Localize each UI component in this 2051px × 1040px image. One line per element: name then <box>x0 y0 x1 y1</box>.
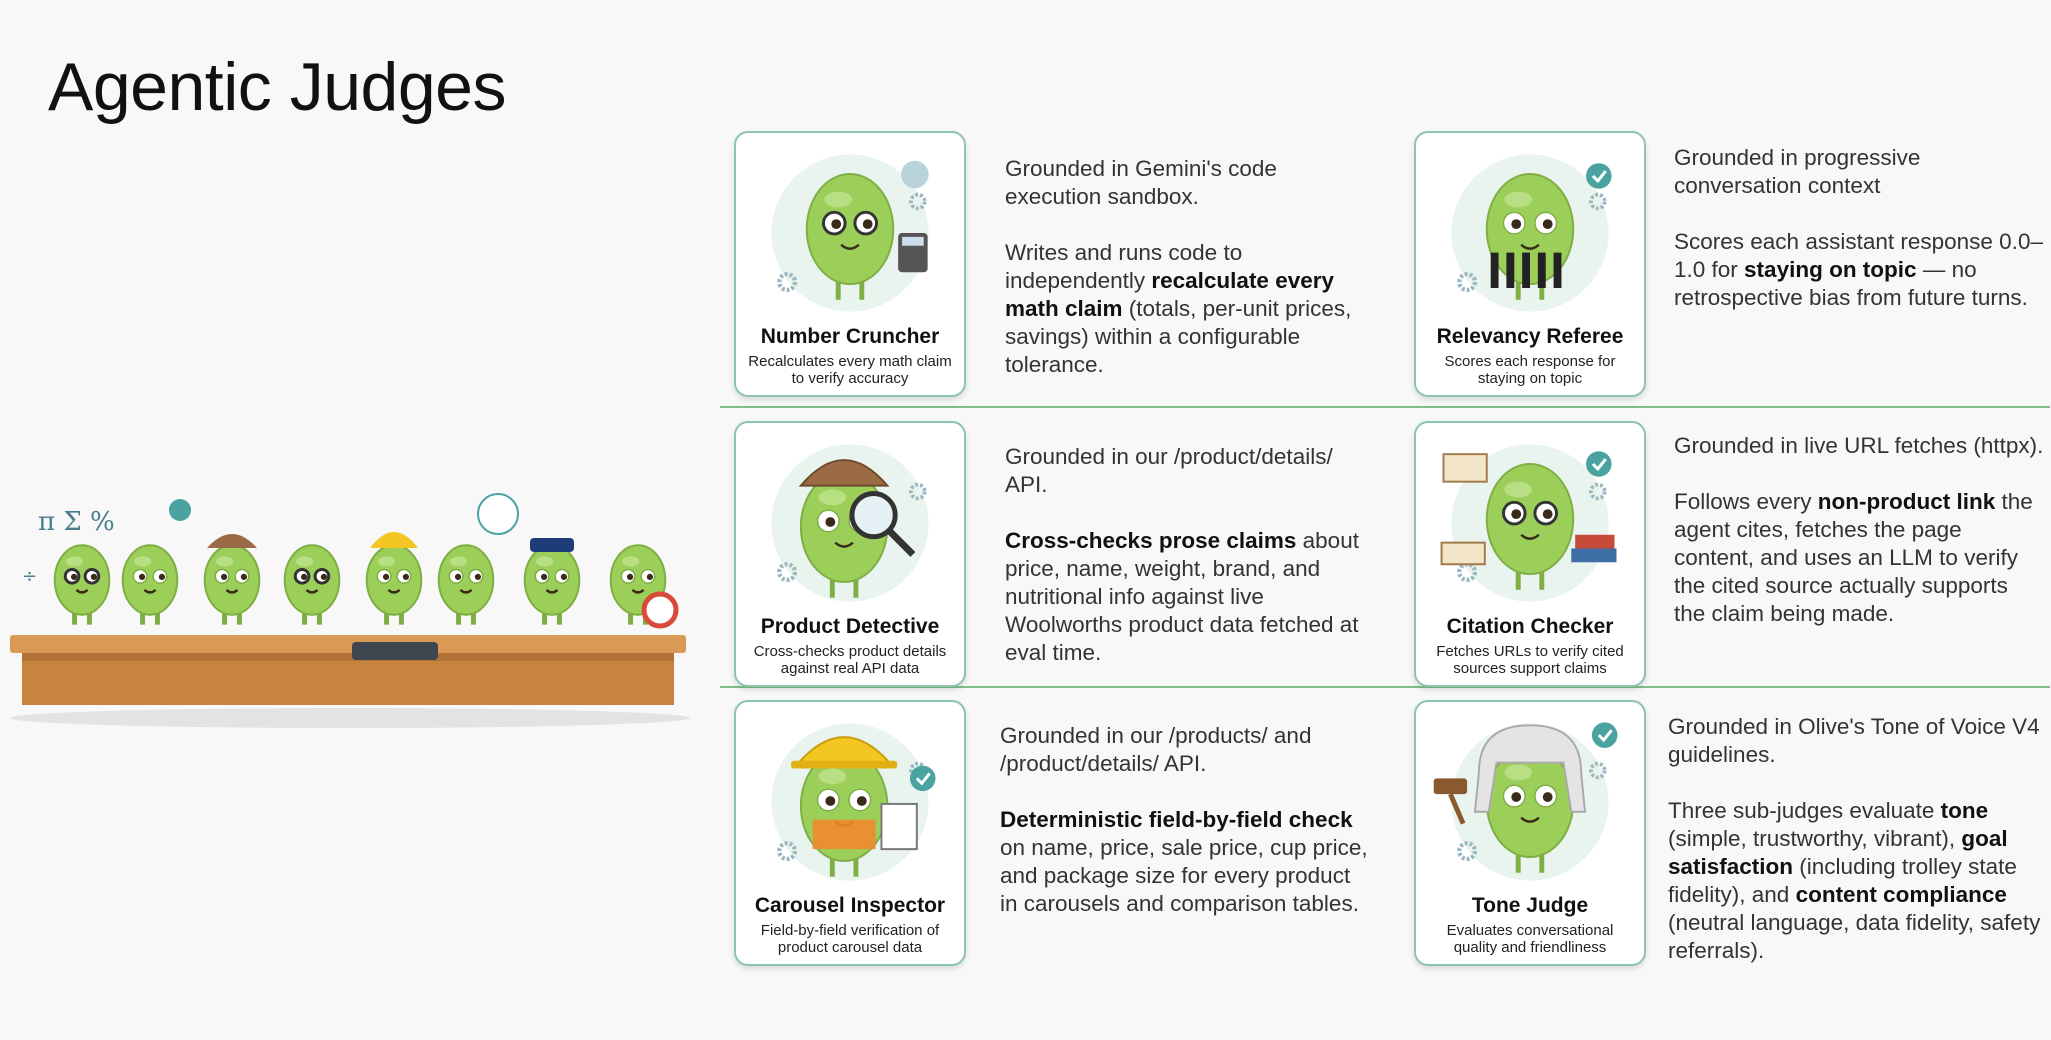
judge-name: Tone Judge <box>1471 894 1589 917</box>
judge-description-relevancy-referee <box>1674 144 2044 312</box>
emphasis-text: Deterministic field-by-field check <box>1000 807 1353 832</box>
emphasis-text: content compliance <box>1795 882 2007 907</box>
body-segment: Three sub-judges evaluate <box>1668 798 1941 823</box>
number-cruncher-character-icon <box>736 133 964 329</box>
grounding-text: Grounded in progressive conversation context <box>1674 145 1921 198</box>
judge-description-citation-checker <box>1674 432 2044 628</box>
judge-name: Product Detective <box>760 615 940 638</box>
judge-name: Citation Checker <box>1446 615 1614 638</box>
judge-card-product-detective <box>734 421 966 687</box>
judge-name: Carousel Inspector <box>754 894 946 917</box>
body-text <box>1674 228 2044 312</box>
judge-subtitle: Recalculates every math claim to verify accuracy <box>748 353 952 387</box>
body-segment: (neutral language, data fidelity, safety referrals). <box>1668 910 2041 963</box>
body-segment: — no retrospective bias from future turns. <box>1674 257 2028 310</box>
body-text <box>1000 806 1370 918</box>
svg-text:π Σ %: π Σ % <box>38 507 115 537</box>
judge-subtitle: Field-by-field verification of product carousel data <box>760 922 940 956</box>
body-segment: Writes and runs code to independently <box>1005 240 1243 293</box>
tone-judge-character-icon <box>1416 702 1644 898</box>
carousel-inspector-character-icon <box>736 702 964 898</box>
judge-description-product-detective <box>1005 443 1375 667</box>
body-segment: on name, price, sale price, cup price, and package size for every product in carousels and comparison tables. <box>1000 835 1368 916</box>
body-text <box>1668 797 2046 965</box>
body-text <box>1005 527 1375 667</box>
judge-description-tone-judge <box>1668 713 2046 965</box>
emphasis-text: tone <box>1940 798 1989 823</box>
relevancy-referee-character-icon <box>1416 133 1644 329</box>
judge-card-number-cruncher <box>734 131 966 397</box>
emphasis-text: recalculate every math claim <box>1005 268 1335 321</box>
judge-card-tone-judge <box>1414 700 1646 966</box>
body-segment: the agent cites, fetches the page content, and uses an LLM to verify the cited source actually supports the claim being made. <box>1674 489 2033 626</box>
judges-group-illustration <box>0 470 700 740</box>
emphasis-text: goal satisfaction <box>1668 826 2008 879</box>
body-segment: Scores each assistant response 0.0–1.0 for <box>1674 229 2043 282</box>
citation-checker-character-icon <box>1416 423 1644 619</box>
judge-description-number-cruncher <box>1005 155 1375 379</box>
judge-name: Number Cruncher <box>760 325 940 348</box>
svg-text:÷: ÷ <box>22 566 38 587</box>
row-divider-1 <box>720 406 2050 408</box>
emphasis-text: staying on topic <box>1744 257 1917 282</box>
grounding-text: Grounded in our /products/ and /product/details/ API. <box>1000 723 1312 776</box>
body-text <box>1005 239 1375 379</box>
body-segment: (including trolley state fidelity), and <box>1668 854 2017 907</box>
emphasis-text: Cross-checks prose claims <box>1005 528 1297 553</box>
grounding-text: Grounded in our /product/details/ API. <box>1005 444 1333 497</box>
body-segment: about price, name, weight, brand, and nutritional info against live Woolworths product data fetched at eval time. <box>1005 528 1359 665</box>
judge-name: Relevancy Referee <box>1436 325 1624 348</box>
judge-description-carousel-inspector <box>1000 722 1370 918</box>
judge-card-citation-checker <box>1414 421 1646 687</box>
judge-card-carousel-inspector <box>734 700 966 966</box>
judge-subtitle: Evaluates conversational quality and friendliness <box>1446 922 1614 956</box>
page-title: Agentic Judges <box>48 49 506 125</box>
grounding-text: Grounded in live URL fetches (httpx). <box>1674 433 2044 458</box>
body-segment: Follows every <box>1674 489 1818 514</box>
judge-subtitle: Scores each response for staying on topic <box>1444 353 1616 387</box>
product-detective-character-icon <box>736 423 964 619</box>
judge-subtitle: Cross-checks product details against real API data <box>753 643 947 677</box>
judge-subtitle: Fetches URLs to verify cited sources support claims <box>1436 643 1624 677</box>
judge-card-relevancy-referee <box>1414 131 1646 397</box>
body-text <box>1674 488 2044 628</box>
body-segment: (totals, per-unit prices, savings) within a configurable tolerance. <box>1005 296 1352 377</box>
grounding-text: Grounded in Gemini's code execution sandbox. <box>1005 156 1277 209</box>
emphasis-text: non-product link <box>1817 489 1996 514</box>
body-segment: (simple, trustworthy, vibrant), <box>1668 826 1962 851</box>
grounding-text: Grounded in Olive's Tone of Voice V4 guidelines. <box>1668 714 2040 767</box>
